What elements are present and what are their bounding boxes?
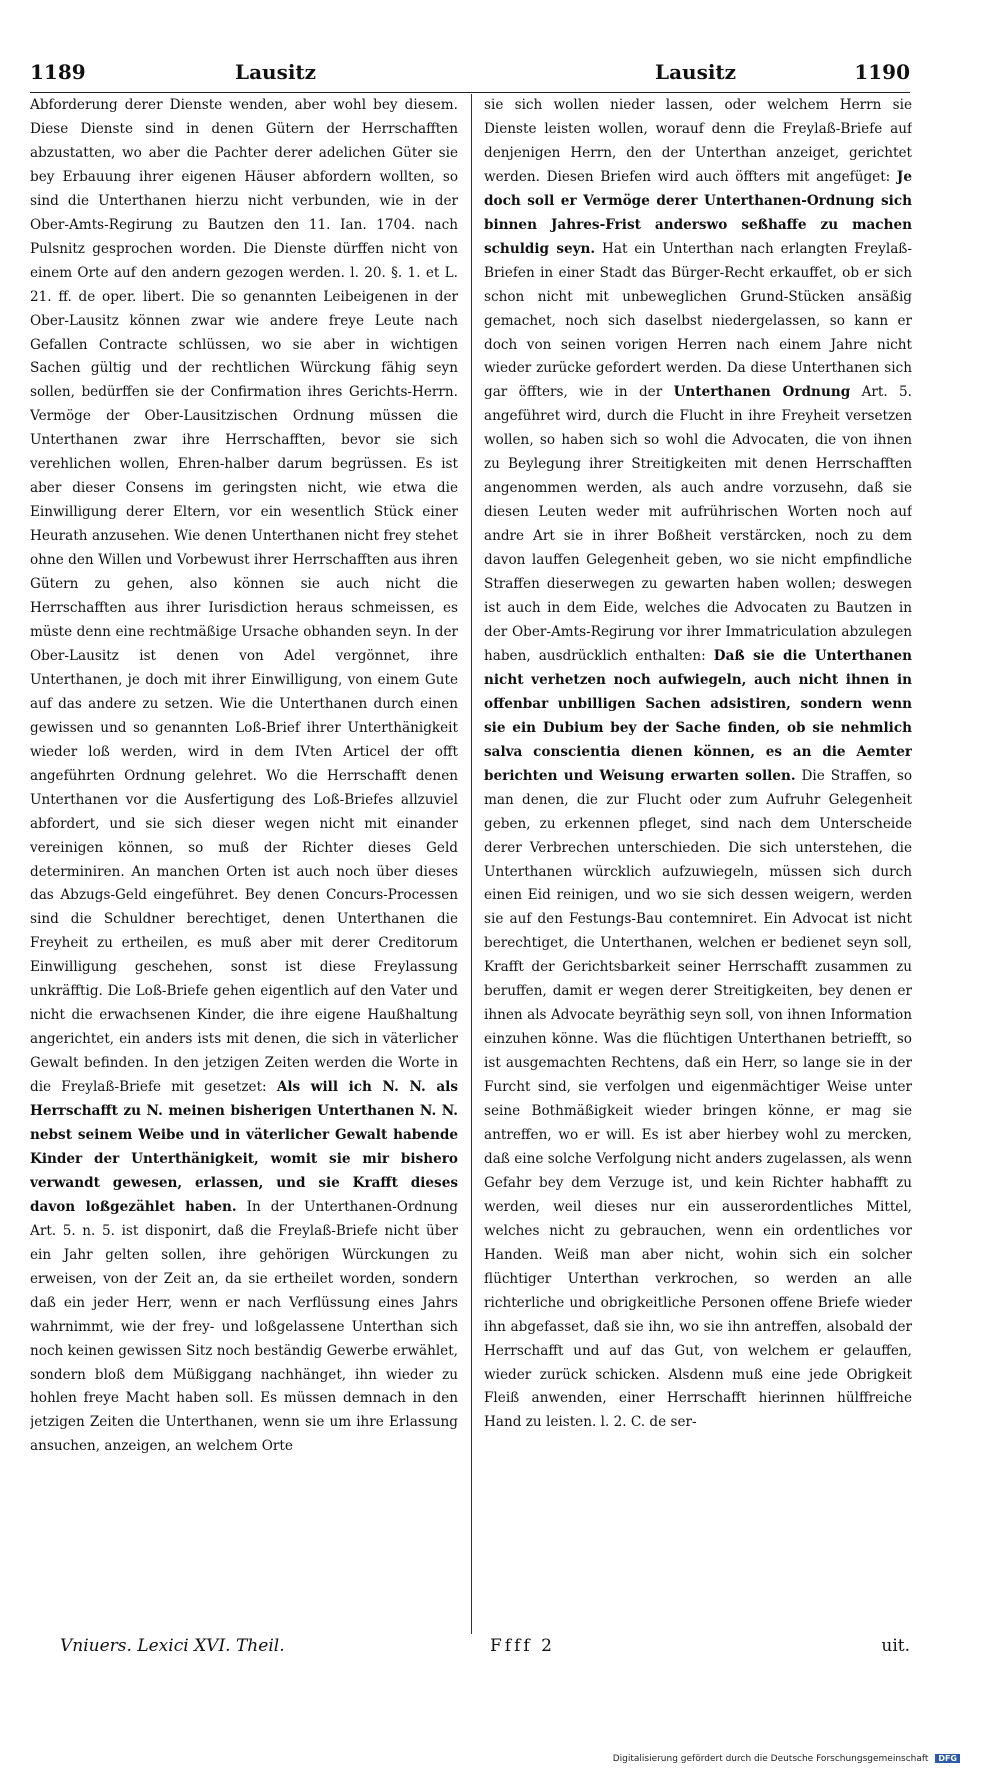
running-title-left: Lausitz: [235, 60, 317, 84]
right-text-2: Hat ein Unterthan nach erlangten Freylaß-Briefen in einer Stadt das Bürger-Recht erkauffet, ob er sich schon nicht mit unbeweglichen Grund-Stücken ansäßig gemachet, noch sich daselbst niedergelassen, so kann er doch von seinen vorigen Herren nach einem Jahre nicht wieder zurücke gefordert werden. Da diese Unterthanen sich gar öffters, wie in der: [484, 240, 912, 401]
running-title-right: Lausitz: [655, 60, 737, 84]
page-header: [30, 56, 910, 92]
signature-mark: Ffff 2: [490, 1636, 555, 1656]
right-text-4: Die Straffen, so man denen, die zur Flucht oder zum Aufruhr Gelegenheit geben, zu erkennen pfleget, sind nach dem Unterscheide derer Verbrechen unterschieden. Die sich unterstehen, die Unterthanen würcklich aufzuwiegeln, müssen sich durch einen Eid reinigen, und wo sie sich dessen weigern, werden sie auf den Festungs-Bau contemniret. Ein Advocat ist nicht berechtiget, die Unterthanen, welchen er bedienet seyn soll, Krafft der Gerichtsbarkeit seiner Herrschafft zusammen zu beruffen, damit er wegen derer Streitigkeiten, bey denen er ihnen als Advocate beyräthig seyn soll, von ihnen Information einzuhen könne. Was die flüchtigen Unterthanen betriefft, so ist ausgemachten Rechtens, daß ein Herr, so lange sie in der Furcht sind, sie verfolgen und eigenmächtiger Weise unter seine Bothmäßigkeit wieder bringen könne, er mag sie antreffen, wo er will. Es ist aber hierbey wohl zu mercken, daß eine solche Verfolgung nicht anders zugelassen, als wenn Gefahr bey dem Verzuge ist, und kein Richter habhafft zu werden, weil dieses nur ein ausserordentliches Mittel, welches nicht zu gebrauchen, wenn ein ordentliches vor Handen. Weiß man aber nicht, wohin sich ein solcher flüchtiger Unterthan verkrochen, so werden an alle richterliche und obrigkeitliche Personen offene Briefe wieder ihn abgefasset, daß sie ihn, wo sie ihn antreffen, alsobald der Herrschafft und auf das Gut, von welchem er gelauffen, wieder zurück schicken. Alsdenn muß eine jede Obrigkeit Fleiß anwenden, einer Herrschafft hierinnen hülffreiche Hand zu leisten. l. 2. C. de ser-: [484, 767, 912, 1431]
right-text-3: Art. 5. angeführet wird, durch die Flucht in ihre Freyheit versetzen wollen, so haben sich so wohl die Advocaten, die von ihnen zu Beylegung ihrer Streitigkeiten mit denen Herrschafften angenommen werden, als auch andre vorzusehn, daß sie diesen Leuten weder mit aufrührischen Worten noch auf andre Art sie in ihrer Boßheit verstärcken, noch zu dem davon lauffen Gelegenheit geben, wo sie nicht empfindliche Straffen dieserwegen zu gewarten haben wollen; deswegen ist auch in dem Eide, welches die Advocaten zu Bautzen in der Ober-Amts-Regirung vor ihrer Immatriculation abzulegen haben, ausdrücklich enthalten:: [484, 384, 912, 664]
column-divider: [471, 94, 472, 1634]
left-bold-formula: Als will ich N. N. als Herrschafft zu N. meinen bisherigen Unterthanen N. N. nebst seinem Weibe und in väterlicher Gewalt habende Kinder der Unterthänigkeit, womit sie mir bishero verwandt gewesen, erlassen, und sie Krafft dieses davon loßgezählet haben.: [30, 1079, 458, 1215]
right-column-paragraph: [484, 94, 912, 1435]
right-bold-1: Je doch soll er Vermöge derer Unterthanen-Ordnung sich binnen Jahres-Frist anderswo seßhaffe zu machen schuldig seyn.: [484, 168, 912, 257]
header-rule: [30, 92, 910, 93]
dfg-logo-icon: DFG: [935, 1754, 960, 1763]
page-footer: [30, 1636, 910, 1660]
left-column-paragraph: [30, 94, 458, 1459]
credit-text: Digitalisierung gefördert durch die Deutsche Forschungsgemeinschaft: [612, 1754, 929, 1764]
digitization-credit: [613, 1754, 960, 1764]
page-number-right: 1190: [854, 60, 910, 84]
right-column: [484, 94, 912, 1634]
volume-signature: Vniuers. Lexici XVI. Theil.: [60, 1636, 285, 1656]
left-column: [30, 94, 458, 1634]
right-text-1: sie sich wollen nieder lassen, oder welchem Herrn sie Dienste leisten wollen, worauf denn die Freylaß-Briefe auf denjenigen Herrn, den der Unterthan anzeiget, gerichtet werden. Diesen Briefen wird auch öffters mit angefüget:: [484, 97, 912, 185]
left-text-1: Abforderung derer Dienste wenden, aber wohl bey diesem. Diese Dienste sind in denen Gütern der Herrschafften abzustatten, wo aber die Pachter derer adelichen Güter sie bey Erbauung ihrer eigenen Häuser abfordern wollten, so sind die Unterthanen hierzu nicht verbunden, wie in der Ober-Amts-Regirung zu Bautzen den 11. Ian. 1704. nach Pulsnitz gesprochen worden. Die Dienste dürffen nicht von einem Orte auf den andern gezogen werden. l. 20. §. 1. et L. 21. ff. de oper. libert. Die so genannten Leibeigenen in der Ober-Lausitz können zwar wie andere freye Leute nach Gefallen Contracte schlüssen, wo sie aber in wichtigen Sachen gültig und der rechtlichen Würckung fähig seyn sollen, bedürffen sie der Confirmation ihres Gerichts-Herrn. Vermöge der Ober-Lausitzischen Ordnung müssen die Unterthanen zwar ihre Herrschafften, bevor sie sich verehlichen wollen, Ehren-halber darum begrüssen. Es ist aber dieser Consens im geringsten nicht, wie etwa die Einwilligung derer Eltern, vor ein wesentlich Stück einer Heurath anzusehen. Wie denen Unterthanen nicht frey stehet ohne den Willen und Vorbewust ihrer Herrschafften aus ihren Gütern zu gehen, also können sie auch nicht die Herrschafften aus ihrer Iurisdiction heraus schmeissen, es müste denn eine rechtmäßige Ursache obhanden seyn. In der Ober-Lausitz ist denen von Adel vergönnet, ihre Unterthanen, je doch mit ihrer Einwilligung, von einem Gute auf das andere zu setzen. Wie die Unterthanen durch einen gewissen und so genannten Loß-Brief ihrer Unterthänigkeit wieder loß werden, wird in dem IVten Articel der offt angeführten Ordnung gelehret. Wo die Herrschafft denen Unterthanen vor die Ausfertigung des Loß-Briefes allzuviel abfordert, und sie sich dieser wegen nicht mit einander vereinigen können, so muß der Richter dieses Geld determiniren. An manchen Orten ist auch noch über dieses das Abzugs-Geld eingeführet. Bey denen Concurs-Processen sind die Schuldner berechtiget, denen Unterthanen die Freyheit zu ertheilen, es muß aber mit derer Creditorum Einwilligung geschehen, sonst ist diese Freylassung unkräfftig. Die Loß-Briefe gehen eigentlich auf den Vater und nicht die erwachsenen Kinder, die ihre eigene Haußhaltung angerichtet, ein anders ists mit denen, die sich in väterlicher Gewalt befinden. In den jetzigen Zeiten werden die Worte in die Freylaß-Briefe mit gesetzet:: [30, 97, 458, 1096]
catchword: uit.: [881, 1636, 910, 1656]
right-bold-2: Unterthanen Ordnung: [673, 384, 851, 401]
right-bold-3: Daß sie die Unterthanen nicht verhetzen noch aufwiegeln, auch nicht ihnen in offenbar unbilligen Sachen adsistiren, sondern wenn sie ein Dubium bey der Sache finden, ob sie nehmlich salva conscientia dienen können, es an die Aemter berichten und Weisung erwarten sollen.: [484, 647, 912, 784]
page-number-left: 1189: [30, 60, 86, 84]
left-text-2: In der Unterthanen-Ordnung Art. 5. n. 5. ist disponirt, daß die Freylaß-Briefe nicht über ein Jahr gelten sollen, ihre gehörigen Würckungen zu erweisen, von der Zeit an, da sie ertheilet worden, sondern daß ein jeder Herr, wenn er nach Verflüssung eines Jahrs wahrnimmt, wie der frey- und loßgelassene Unterthan sich noch keinen gewissen Sitz noch beständig Gewerbe erwählet, sondern bloß dem Müßiggang nachhänget, ihn wieder zu hohlen freye Macht haben soll. Es müssen demnach in den jetzigen Zeiten die Unterthanen, wenn sie um ihre Erlassung ansuchen, anzeigen, an welchem Orte: [30, 1198, 458, 1455]
